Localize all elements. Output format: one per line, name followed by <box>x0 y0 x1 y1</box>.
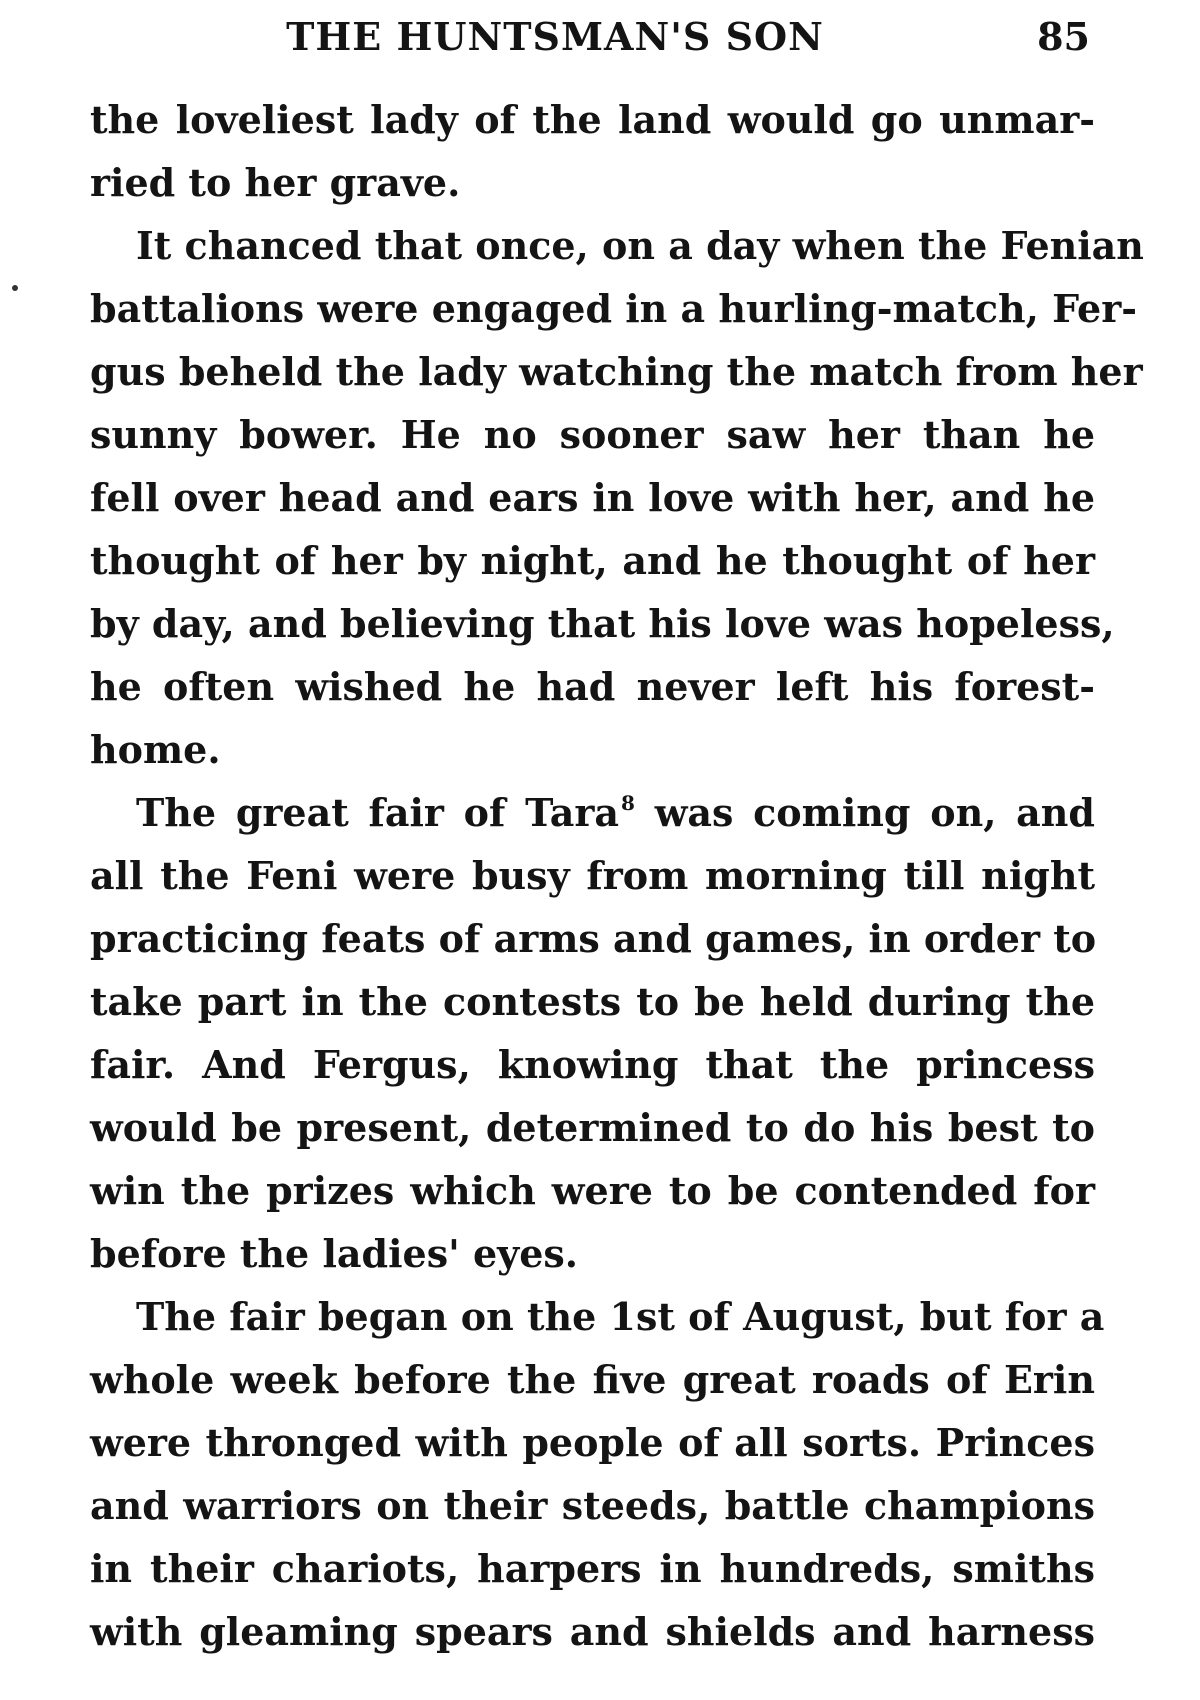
text-line: take part in the contests to be held during the <box>90 979 1095 1024</box>
text-line: win the prizes which were to be contended for <box>90 1168 1095 1213</box>
paragraph-3 <box>90 781 1095 1285</box>
running-title: THE HUNTSMAN'S SON <box>286 14 824 59</box>
text-line: thought of her by night, and he thought of her <box>90 538 1095 583</box>
text-line: all the Feni were busy from morning till night <box>90 853 1095 898</box>
text-line <box>90 781 1095 844</box>
text-line: practicing feats of arms and games, in order to <box>90 916 1097 961</box>
body-text <box>90 88 1144 1663</box>
text-line: were thronged with people of all sorts. Princes <box>90 1420 1095 1465</box>
text-line: and warriors on their steeds, battle champions <box>90 1483 1095 1528</box>
text-fragment: The great fair of Tara <box>136 790 620 835</box>
paragraph-1 <box>90 88 1095 214</box>
text-line: It chanced that once, on a day when the Fenian <box>136 223 1144 268</box>
text-line: The fair began on the 1st of August, but for a <box>136 1294 1105 1339</box>
text-line: battalions were engaged in a hurling-match, Fer- <box>90 286 1137 331</box>
page-number: 85 <box>1037 14 1090 59</box>
footnote-marker: 8 <box>621 791 635 815</box>
text-line: home. <box>90 727 221 772</box>
ink-speck <box>12 285 18 291</box>
text-line: fair. And Fergus, knowing that the princess <box>90 1042 1095 1087</box>
text-fragment: was coming on, and <box>634 790 1096 835</box>
text-line: would be present, determined to do his best to <box>90 1105 1095 1150</box>
paragraph-2 <box>90 214 1144 781</box>
text-line: in their chariots, harpers in hundreds, smiths <box>90 1546 1095 1591</box>
text-line: by day, and believing that his love was hopeless, <box>90 601 1115 646</box>
text-line: whole week before the five great roads of Erin <box>90 1357 1095 1402</box>
text-line: the loveliest lady of the land would go unmar- <box>90 97 1095 142</box>
text-line: sunny bower. He no sooner saw her than he <box>90 412 1095 457</box>
text-line: before the ladies' eyes. <box>90 1231 579 1276</box>
running-head <box>90 10 1090 70</box>
text-line: ried to her grave. <box>90 160 461 205</box>
text-line: gus beheld the lady watching the match from her <box>90 349 1143 394</box>
paragraph-4 <box>90 1285 1105 1663</box>
text-line: with gleaming spears and shields and harness <box>90 1609 1095 1654</box>
text-line: fell over head and ears in love with her, and he <box>90 475 1095 520</box>
text-line: he often wished he had never left his forest- <box>90 664 1095 709</box>
